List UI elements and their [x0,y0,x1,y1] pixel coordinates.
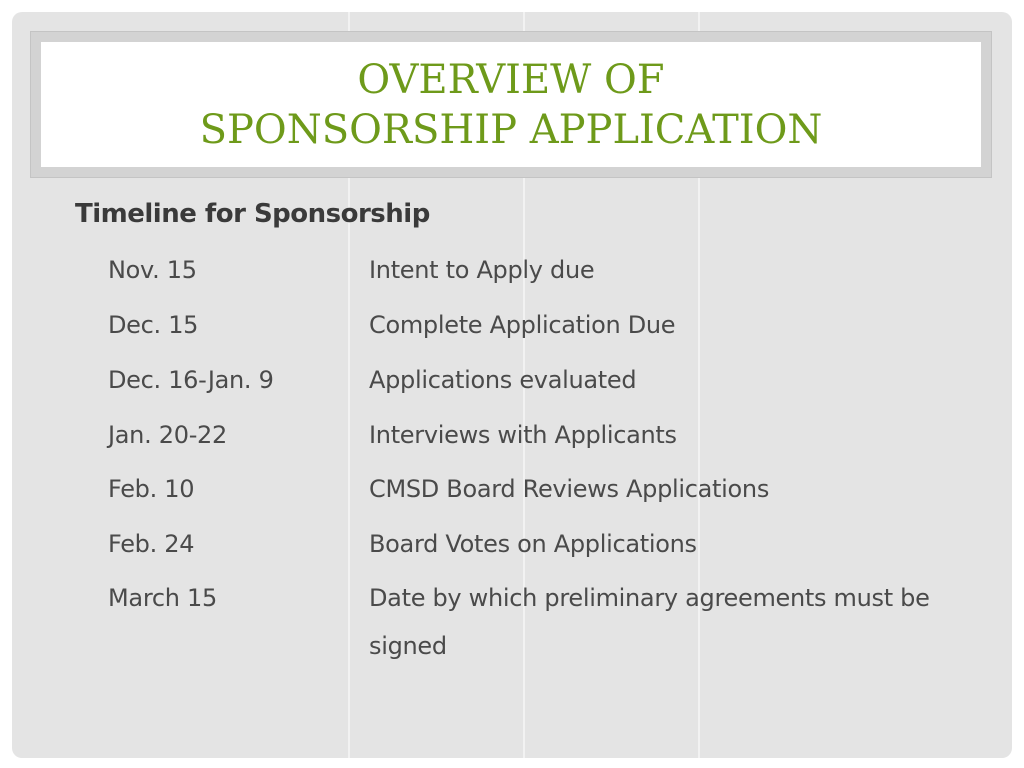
timeline-event: Board Votes on Applications [369,530,697,558]
timeline-date: Dec. 15 [108,311,199,339]
timeline-event: Interviews with Applicants [369,421,677,449]
title-frame [30,31,992,178]
title-box [41,42,981,167]
timeline-date: Dec. 16-Jan. 9 [108,366,274,394]
timeline-event: Date by which preliminary agreements must be signed [369,584,930,660]
timeline-date: Feb. 10 [108,475,195,503]
timeline-date: March 15 [108,584,217,612]
title-line-1: OVERVIEW OF [357,56,665,103]
timeline-event: Applications evaluated [369,366,637,394]
title-line-2: SPONSORSHIP APPLICATION [199,106,823,153]
timeline-event: Intent to Apply due [369,256,595,284]
timeline-date: Nov. 15 [108,256,197,284]
timeline-event: Complete Application Due [369,311,676,339]
slide [12,12,1012,758]
timeline-date: Feb. 24 [108,530,195,558]
section-heading: Timeline for Sponsorship [75,199,430,229]
timeline-event: CMSD Board Reviews Applications [369,475,770,503]
timeline-date: Jan. 20-22 [108,421,227,449]
